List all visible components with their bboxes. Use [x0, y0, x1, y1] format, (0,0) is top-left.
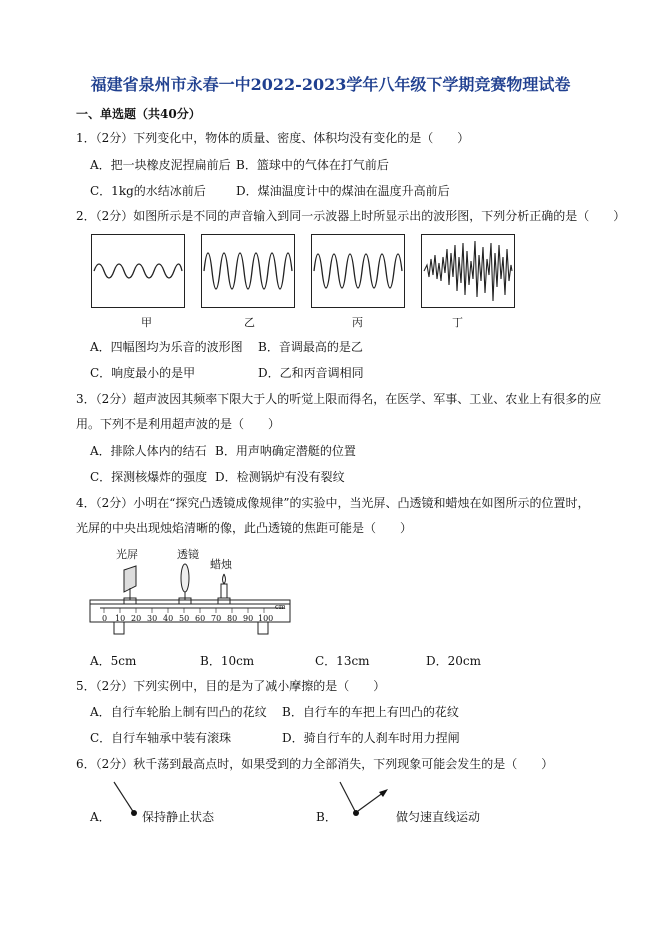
ruler-tick-label-80: 80 — [227, 614, 238, 623]
q2-option-b: B．音调最高的是乙 — [258, 340, 363, 354]
waveform-bing — [311, 234, 405, 308]
waveform-yi — [201, 234, 295, 308]
lens-holder — [179, 564, 191, 604]
q1-option-a: A．把一块橡皮泥捏扁前后 — [90, 158, 231, 172]
question-3-stem-line2: 用。下列不是利用超声波的是（ ） — [76, 417, 281, 431]
ruler-tick-label-20: 20 — [131, 614, 142, 623]
ruler-tick-label-70: 70 — [211, 614, 222, 623]
ruler-tick-label-0: 0 — [102, 614, 108, 623]
q2-option-a: A．四幅图均为乐音的波形图 — [90, 340, 243, 354]
q4-option-c: C．13cm — [315, 654, 370, 668]
q3-option-b: B．用声呐确定潜艇的位置 — [215, 444, 356, 458]
question-4-stem-line1: 4．（2分）小明在“探究凸透镜成像规律”的实验中，当光屏、凸透镜和蜡烛在如图所示的位置时， — [76, 496, 590, 510]
waveform-bing-graph — [312, 235, 404, 307]
q2-option-c: C．响度最小的是甲 — [90, 366, 196, 380]
waveform-ding-graph — [422, 235, 514, 307]
q4-option-a: A．5cm — [90, 654, 137, 668]
ruler-ticks — [104, 608, 264, 613]
q3-option-a: A．排除人体内的结石 — [90, 444, 207, 458]
q6-option-b-text: 做匀速直线运动 — [396, 810, 481, 824]
section-heading: 一、单选题（共40分） — [76, 107, 201, 121]
page-title: 福建省泉州市永春一中2022-2023学年八年级下学期竞赛物理试卷 — [90, 75, 571, 94]
ruler-tick-label-50: 50 — [179, 614, 190, 623]
question-4-stem-line2: 光屏的中央出现烛焰清晰的像，此凸透镜的焦距可能是（ ） — [76, 521, 413, 535]
waveform-label-ding: 丁 — [452, 316, 463, 329]
waveform-label-bing: 丙 — [352, 316, 363, 329]
question-6-stem: 6．（2分）秋千荡到最高点时，如果受到的力全部消失，下列现象可能会发生的是（ ） — [76, 757, 554, 771]
waveform-yi-graph — [202, 235, 294, 307]
q3-option-c: C．探测核爆炸的强度 — [90, 470, 208, 484]
q5-option-d: D．骑自行车的人刹车时用力捏闸 — [282, 731, 460, 745]
waveform-jia-graph — [92, 235, 184, 307]
q1-option-d: D．煤油温度计中的煤油在温度升高前后 — [236, 184, 450, 198]
q1-option-b: B．篮球中的气体在打气前后 — [236, 158, 389, 172]
q6-option-a-text: 保持静止状态 — [142, 810, 215, 824]
question-5-stem: 5．（2分）下列实例中，目的是为了减小摩擦的是（ ） — [76, 679, 386, 693]
label-candle: 蜡烛 — [210, 558, 232, 571]
ruler-tick-label-90: 90 — [243, 614, 254, 623]
waveform-jia — [91, 234, 185, 308]
ruler-tick-label-40: 40 — [163, 614, 174, 623]
q6-option-b-letter: B． — [316, 810, 337, 824]
q1-option-c: C．1kg的水结冰前后 — [90, 184, 206, 198]
waveform-label-yi: 乙 — [244, 316, 255, 329]
q6-option-a-figure — [110, 780, 140, 820]
q5-option-b: B．自行车的车把上有凹凸的花纹 — [282, 705, 459, 719]
q5-option-c: C．自行车轴承中装有滚珠 — [90, 731, 232, 745]
ruler-tick-label-30: 30 — [147, 614, 158, 623]
q5-option-a: A．自行车轮胎上制有凹凸的花纹 — [90, 705, 267, 719]
q6-option-a-letter: A． — [90, 810, 111, 824]
waveform-ding — [421, 234, 515, 308]
ruler-tick-label-10: 10 — [115, 614, 126, 623]
q3-option-d: D．检测锅炉有没有裂纹 — [215, 470, 345, 484]
screen-holder — [124, 566, 136, 604]
ruler-unit: cm — [275, 603, 286, 611]
q6-option-b-figure — [336, 780, 392, 820]
q4-option-d: D．20cm — [426, 654, 481, 668]
question-3-stem-line1: 3．（2分）超声波因其频率下限大于人的听觉上限而得名，在医学、军事、工业、农业上有很多的应 — [76, 392, 602, 406]
label-lens: 透镜 — [177, 548, 199, 561]
q4-option-b: B．10cm — [200, 654, 255, 668]
ruler-tick-label-60: 60 — [195, 614, 206, 623]
ruler-tick-label-100: 100 — [258, 614, 274, 623]
question-1-stem: 1．（2分）下列变化中，物体的质量、密度、体积均没有变化的是（ ） — [76, 131, 470, 145]
question-2-stem: 2．（2分）如图所示是不同的声音输入到同一示波器上时所显示出的波形图，下列分析正确的是（ ） — [76, 209, 626, 223]
q2-option-d: D．乙和丙音调相同 — [258, 366, 364, 380]
optical-bench-figure — [88, 558, 298, 640]
label-screen: 光屏 — [116, 548, 138, 561]
waveform-label-jia: 甲 — [141, 316, 152, 329]
